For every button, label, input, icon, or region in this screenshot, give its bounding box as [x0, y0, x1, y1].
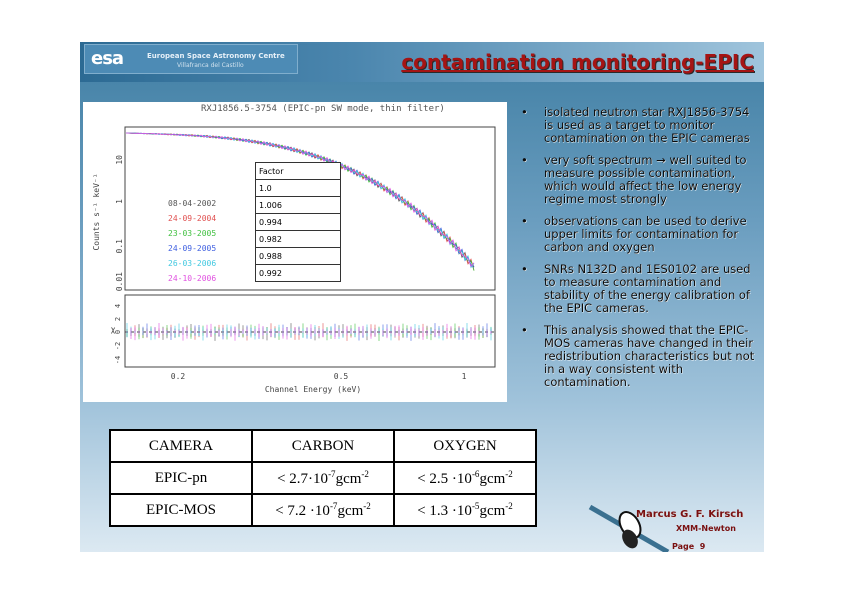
author-name: Marcus G. F. Kirsch — [636, 509, 744, 520]
observation-date: 24-09-2004 — [168, 214, 217, 223]
header-bar — [80, 42, 764, 82]
factor-value: 0.994 — [256, 214, 341, 231]
results-row — [110, 462, 536, 494]
x-tick-label: 1 — [461, 372, 467, 381]
bullet-list — [516, 106, 756, 398]
results-row — [110, 494, 536, 526]
mission-name: XMM-Newton — [676, 524, 736, 533]
slide — [80, 42, 764, 552]
y-axis-label: Counts s⁻¹ keV⁻¹ — [92, 173, 101, 251]
esa-logo-banner — [84, 44, 298, 74]
y-tick-label: 10 — [115, 155, 124, 165]
observation-date: 24-09-2005 — [168, 244, 217, 253]
oxygen-limit: < $2.5 \cdot 10^{-6}gcm^{-2}$ — [394, 462, 536, 494]
x-axis-label: Channel Energy (keV) — [264, 385, 362, 394]
factor-table — [255, 162, 341, 282]
xmm-satellite-icon — [588, 497, 678, 552]
camera-name: EPIC-pn — [110, 462, 252, 494]
residual-tick-label: -4 — [114, 355, 122, 365]
observation-dates — [168, 196, 216, 286]
org-name: European Space Astronomy Centre — [147, 52, 285, 60]
camera-name: EPIC-MOS — [110, 494, 252, 526]
observation-date: 24-10-2006 — [168, 274, 217, 283]
residual-tick-label: -2 — [114, 341, 122, 351]
slide-title: contamination monitoring-EPIC — [401, 50, 754, 74]
org-subtitle: Villafranca del Castillo — [177, 62, 244, 69]
factor-value: 0.992 — [256, 265, 341, 282]
carbon-limit: < $7.2 \cdot 10^{-7}gcm^{-2}$ — [252, 494, 394, 526]
observation-date: 26-03-2006 — [168, 259, 217, 268]
bullet-item: • very soft spectrum → well suited to measure possible contamination, which would affect the low energy regime most strongly — [516, 154, 756, 206]
factor-value: 0.982 — [256, 231, 341, 248]
plot-title: RXJ1856.5-3754 (EPIC-pn SW mode, thin filter) — [201, 104, 445, 114]
bullet-item: • This analysis showed that the EPIC-MOS cameras have changed in their redistribution characteristics but not in a way consistent with contamination. — [516, 324, 756, 389]
y-tick-label: 0.1 — [115, 239, 124, 254]
residual-tick-label: 0 — [114, 329, 122, 335]
factor-value: 1.0 — [256, 180, 341, 197]
results-header: CARBON — [252, 430, 394, 462]
esa-logo: esa — [91, 48, 124, 69]
y-tick-label: 0.01 — [115, 272, 124, 292]
residual-tick-label: 2 — [114, 316, 122, 322]
factor-value: 1.006 — [256, 197, 341, 214]
observation-date: 23-03-2005 — [168, 229, 217, 238]
factor-header: Factor — [256, 163, 341, 180]
page-number: Page 9 — [672, 542, 706, 551]
residual-tick-label: 4 — [114, 303, 122, 309]
contamination-limits-table — [109, 429, 537, 527]
bullet-item: • SNRs N132D and 1ES0102 are used to measure contamination and stability of the energy calibration of the EPIC cameras. — [516, 263, 756, 315]
x-tick-label: 0.2 — [170, 372, 186, 381]
y-tick-label: 1 — [115, 199, 124, 204]
bullet-item: • observations can be used to derive upper limits for contamination for carbon and oxygen — [516, 215, 756, 254]
observation-date: 08-04-2002 — [168, 199, 217, 208]
x-tick-label: 0.5 — [333, 372, 349, 381]
results-header: CAMERA — [110, 430, 252, 462]
residual-axis-label: χ — [110, 325, 116, 334]
carbon-limit: < $2.7\cdot 10^{-7}gcm^{-2}$ — [252, 462, 394, 494]
results-header: OXYGEN — [394, 430, 536, 462]
bullet-item: • isolated neutron star RXJ1856-3754 is used as a target to monitor contamination on the EPIC cameras — [516, 106, 756, 145]
factor-value: 0.988 — [256, 248, 341, 265]
oxygen-limit: < $1.3 \cdot 10^{-5}gcm^{-2}$ — [394, 494, 536, 526]
residual-frame — [125, 295, 495, 367]
